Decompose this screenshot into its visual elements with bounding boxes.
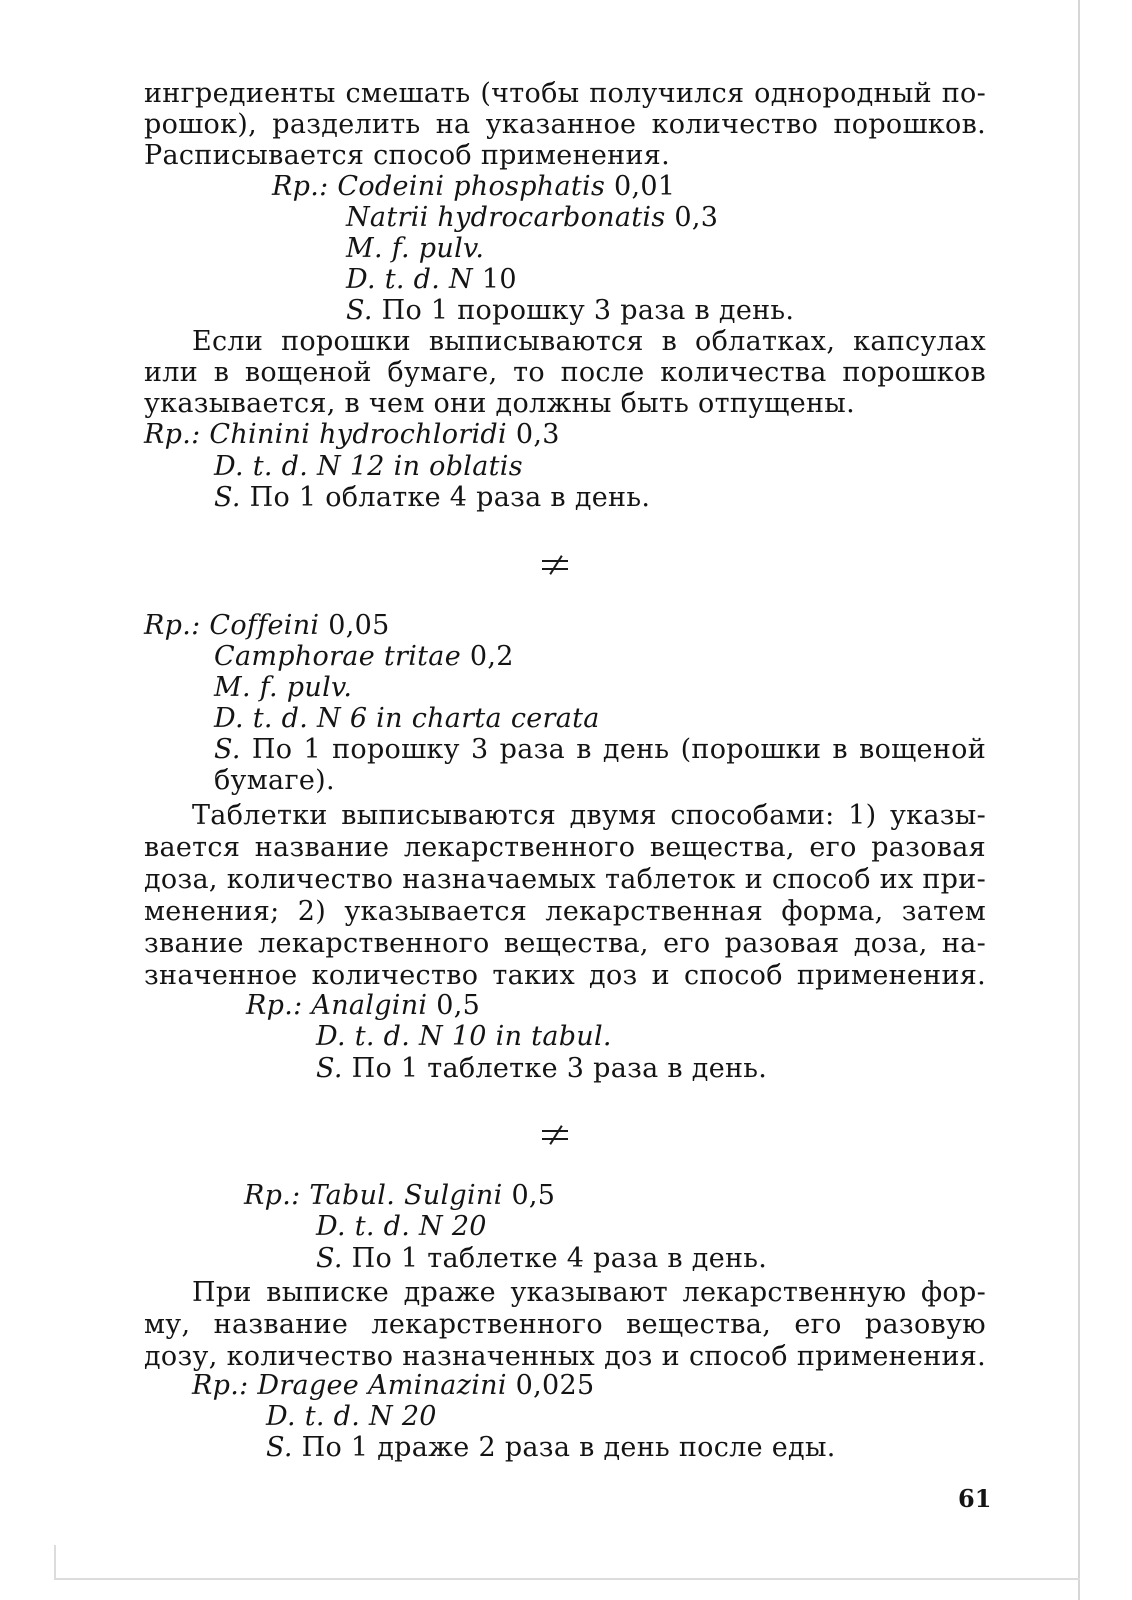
ingredient-name: Chinini hydrochloridi	[209, 419, 507, 450]
text-line: доза, количество назначаемых таблеток и способ их при-	[144, 864, 986, 895]
text-line: менения; 2) указывается лекарственная форма, затем	[144, 896, 986, 927]
prescription-signa-line	[346, 295, 794, 327]
prescription-signa-line	[316, 1243, 767, 1275]
page-edge-left	[54, 1545, 56, 1580]
ingredient-dose: 0,5	[511, 1180, 556, 1211]
dtd-label: D. t. d. N	[346, 264, 473, 295]
ingredient-dose: 0,3	[515, 419, 560, 450]
signa-label: S.	[346, 295, 373, 326]
prescription-dtd-line: D. t. d. N 20	[316, 1211, 487, 1242]
text-line: указывается, в чем они должны быть отпущены.	[144, 388, 855, 419]
prescription-camphorae-line	[214, 641, 514, 673]
ingredient-dose: 0,3	[674, 202, 719, 233]
text-line: При выписке драже указывают лекарственную фор-	[192, 1277, 986, 1308]
ingredient-dose: 0,01	[614, 171, 676, 202]
ingredient-dose: 0,2	[469, 641, 514, 672]
prescription-chinini-line	[144, 419, 560, 451]
text-line: рошок), разделить на указанное количество порошков.	[144, 109, 986, 140]
prescription-aminazini-line	[192, 1370, 594, 1402]
text-line: му, название лекарственного вещества, его разовую	[144, 1309, 986, 1340]
text-line: ингредиенты смешать (чтобы получился однородный по-	[144, 78, 986, 109]
prescription-dtd-line: D. t. d. N 10 in tabul.	[316, 1021, 612, 1052]
signa-label: S.	[214, 482, 241, 513]
text-line: Таблетки выписываются двумя способами: 1) указы-	[192, 800, 986, 831]
ingredient-dose: 0,5	[436, 990, 481, 1021]
prescription-sulgini-line	[244, 1180, 555, 1212]
ingredient-name: Tabul. Sulgini	[309, 1180, 503, 1211]
rp-label: Rp.:	[246, 990, 303, 1021]
prescription-mf-line: M. f. pulv.	[346, 233, 485, 264]
ingredient-name: Natrii hydrocarbonatis	[346, 202, 666, 233]
text-line: Расписывается способ применения.	[144, 140, 670, 171]
page-number: 61	[958, 1484, 992, 1513]
ingredient-name: Analgini	[311, 990, 428, 1021]
prescription-natrii-line	[346, 202, 718, 234]
signa-label: S.	[266, 1432, 293, 1463]
prescription-separator	[536, 550, 576, 580]
text-line: Если порошки выписываются в облатках, капсулах	[192, 326, 986, 357]
prescription-signa-line	[316, 1053, 767, 1085]
signa-text: По 1 порошку 3 раза в день (порошки в вощеной	[251, 734, 986, 765]
ingredient-dose: 0,025	[515, 1370, 595, 1401]
prescription-dtd-line: D. t. d. N 20	[266, 1401, 437, 1432]
text-line: дозу, количество назначенных доз и способ применения.	[144, 1341, 986, 1372]
prescription-signa-continuation: бумаге).	[214, 765, 335, 796]
ingredient-name: Dragee Aminazini	[257, 1370, 507, 1401]
rp-label: Rp.:	[272, 171, 329, 202]
ingredient-name: Coffeini	[209, 610, 320, 641]
signa-text: По 1 порошку 3 раза в день.	[381, 295, 795, 326]
prescription-codeine-line	[272, 171, 675, 203]
signa-label: S.	[214, 734, 241, 765]
page-edge-bottom	[54, 1578, 1080, 1580]
prescription-dtd-line: D. t. d. N 12 in oblatis	[214, 451, 523, 482]
signa-label: S.	[316, 1053, 343, 1084]
ingredient-name: Camphorae tritae	[214, 641, 461, 672]
prescription-separator	[536, 1120, 576, 1150]
ingredient-dose: 0,05	[328, 610, 390, 641]
text-line: или в вощеной бумаге, то после количества порошков	[144, 357, 986, 388]
signa-text: По 1 таблетке 3 раза в день.	[351, 1053, 768, 1084]
prescription-dtd-line: D. t. d. N 6 in charta cerata	[214, 703, 600, 734]
prescription-mf-line: M. f. pulv.	[214, 672, 353, 703]
text-line: звание лекарственного вещества, его разовая доза, на-	[144, 928, 986, 959]
dtd-number: 10	[481, 264, 517, 295]
rp-label: Rp.:	[192, 1370, 249, 1401]
prescription-signa-line	[214, 482, 650, 514]
signa-text: По 1 облатке 4 раза в день.	[249, 482, 651, 513]
prescription-signa-line	[214, 734, 986, 766]
prescription-dtd-line	[346, 264, 517, 296]
signa-text: По 1 таблетке 4 раза в день.	[351, 1243, 768, 1274]
text-line: значенное количество таких доз и способ применения.	[144, 960, 986, 991]
signa-label: S.	[316, 1243, 343, 1274]
text-line: вается название лекарственного вещества, его разовая	[144, 832, 986, 863]
ingredient-name: Codeini phosphatis	[337, 171, 606, 202]
page-edge-right	[1078, 0, 1080, 1600]
signa-text: По 1 драже 2 раза в день после еды.	[301, 1432, 836, 1463]
rp-label: Rp.:	[144, 419, 201, 450]
rp-label: Rp.:	[144, 610, 201, 641]
rp-label: Rp.:	[244, 1180, 301, 1211]
prescription-coffeini-line	[144, 610, 390, 642]
prescription-signa-line	[266, 1432, 836, 1464]
prescription-analgini-line	[246, 990, 480, 1022]
